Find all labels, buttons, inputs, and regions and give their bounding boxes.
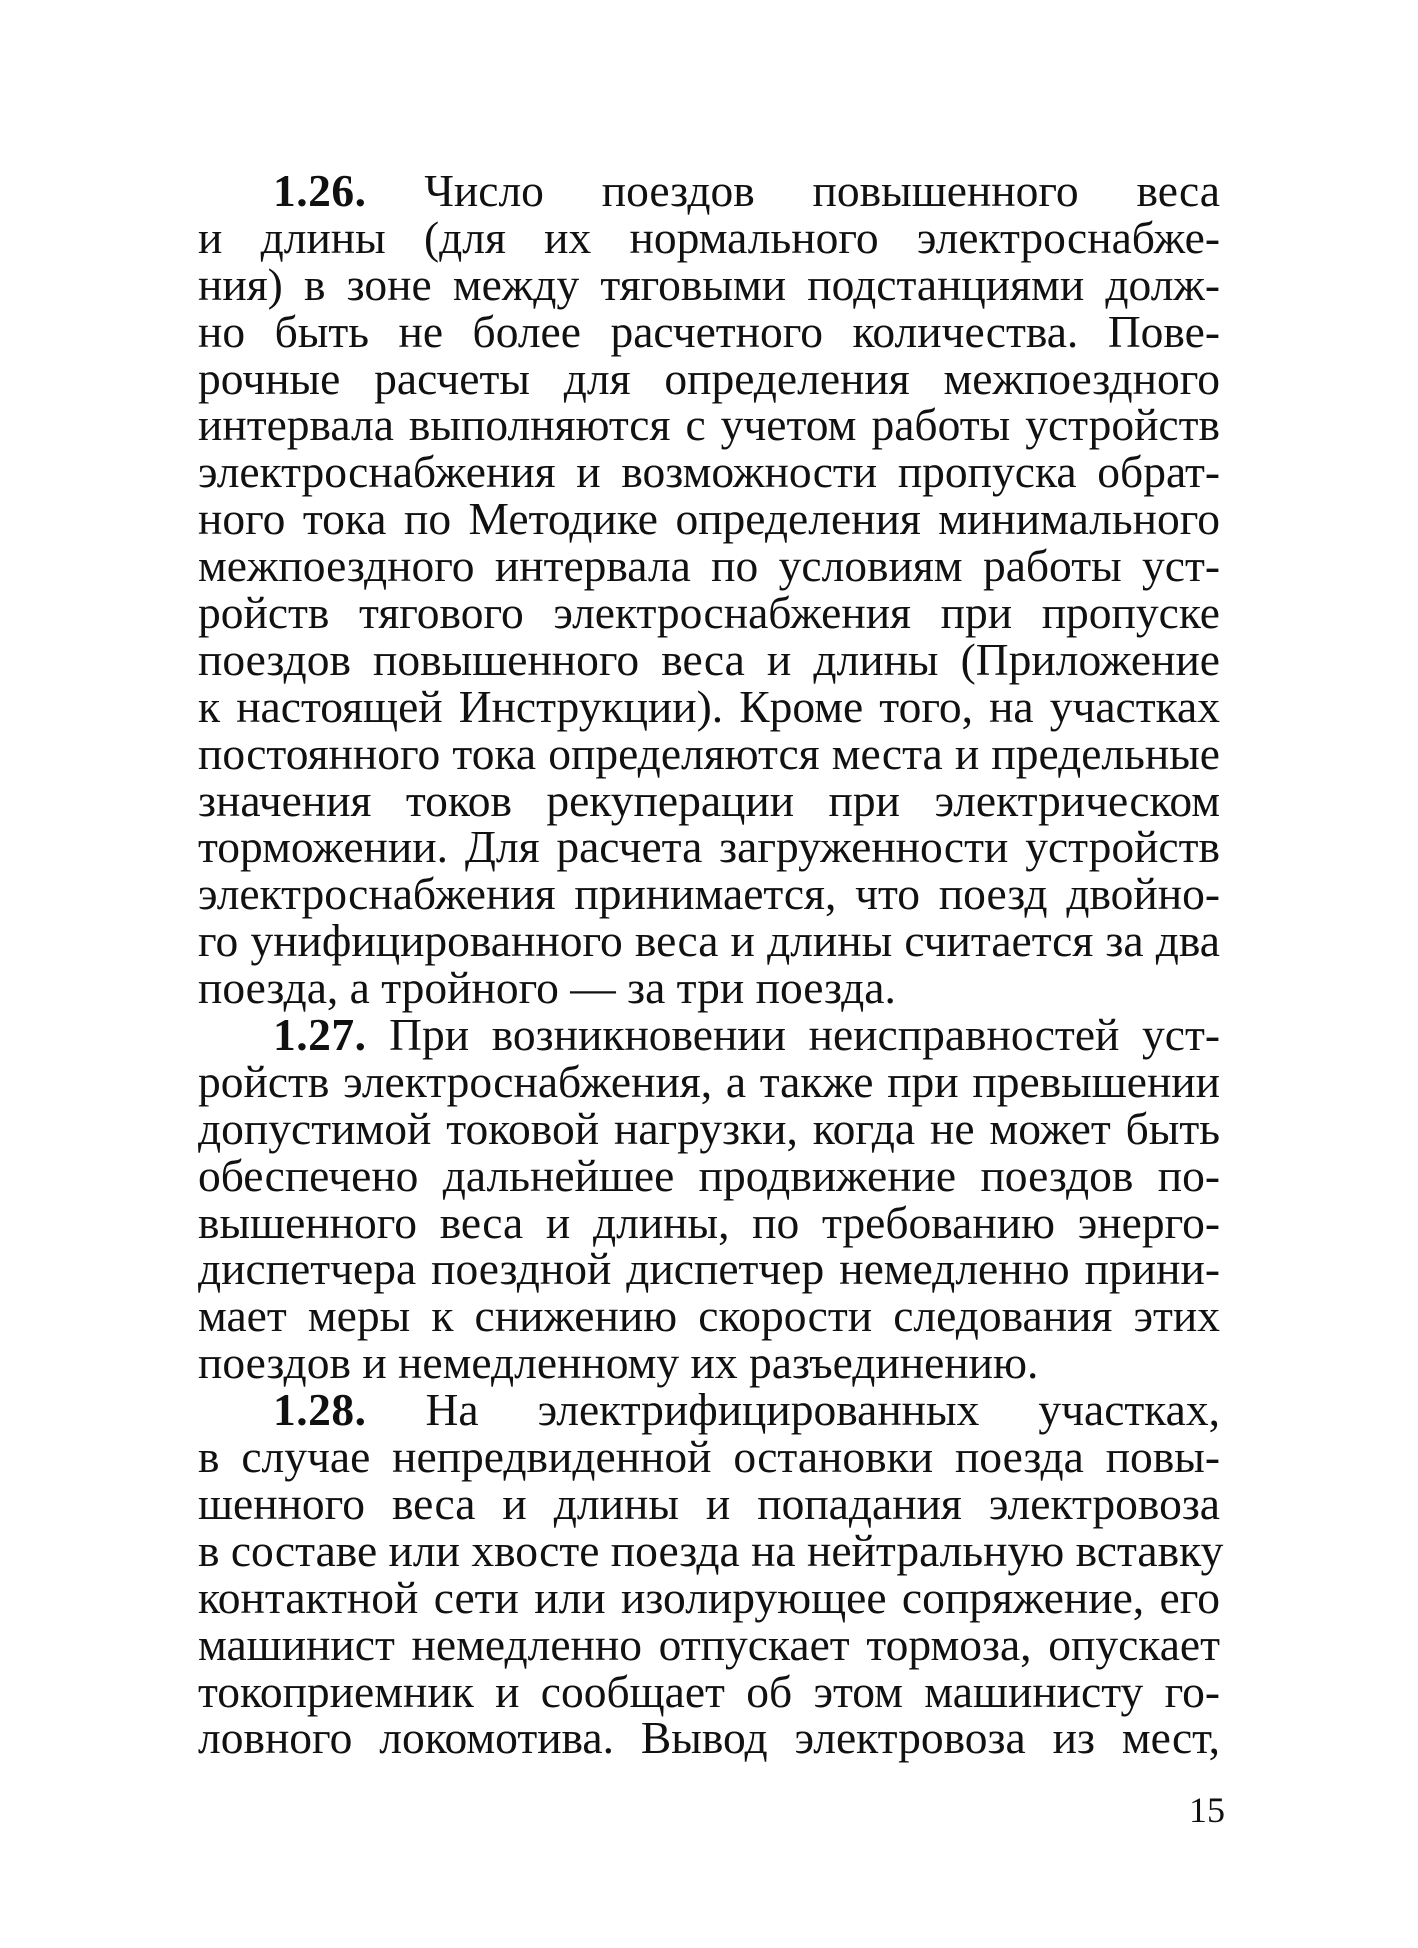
text-line: электроснабжения принимается, что поезд двойно-: [198, 868, 1220, 920]
text-line: ния) в зоне между тяговыми подстанциями долж-: [198, 258, 1220, 310]
page-number: 15: [1189, 1790, 1225, 1830]
text-line: и длины (для их нормального электроснабже-: [198, 211, 1220, 263]
text-line: к настоящей Инструкции). Кроме того, на участках: [198, 680, 1220, 732]
paragraph-number-1-28: 1.28.: [273, 1384, 367, 1436]
text-line: токоприемник и сообщает об этом машинисту го-: [198, 1665, 1220, 1717]
text-line: шенного веса и длины и попадания электровоза: [198, 1477, 1220, 1529]
text-line: торможении. Для расчета загруженности устройств: [198, 821, 1220, 873]
text-line: но быть не более расчетного количества. Пове-: [198, 305, 1220, 357]
text-line: ройств тягового электроснабжения при пропуске: [198, 587, 1220, 639]
text-line: обеспечено дальнейшее продвижение поездов по-: [198, 1149, 1220, 1201]
paragraph-1-26-line-1: 1.26. Число поездов повышенного веса: [273, 165, 1220, 216]
text-line: машинист немедленно отпускает тормоза, опускает: [198, 1618, 1220, 1670]
text-line: го унифицированного веса и длины считается за два: [198, 915, 1220, 967]
body-text: [198, 165, 1224, 1764]
text-line: электроснабжения и возможности пропуска обрат-: [198, 446, 1220, 498]
text-line: межпоездного интервала по условиям работы уст-: [198, 540, 1220, 592]
text-line: поездов повышенного веса и длины (Приложение: [198, 633, 1220, 685]
paragraph-number-1-27: 1.27.: [273, 1009, 367, 1061]
paragraph-1-27-line-1: 1.27. При возникновении неисправностей уст-: [273, 1009, 1220, 1061]
text-line: ловного локомотива. Вывод электровоза из мест,: [198, 1712, 1220, 1764]
paragraph-number-1-26: 1.26.: [273, 165, 367, 216]
text-line: допустимой токовой нагрузки, когда не может быть: [198, 1102, 1220, 1154]
text-line: ройств электроснабжения, а также при превышении: [198, 1055, 1220, 1107]
text-line: значения токов рекуперации при электрическом: [198, 774, 1220, 826]
text-line: ного тока по Методике определения минимального: [198, 493, 1220, 545]
text-line: вышенного веса и длины, по требованию энерго-: [198, 1196, 1220, 1248]
text-line: контактной сети или изолирующее сопряжение, его: [198, 1571, 1220, 1623]
text-line: диспетчера поездной диспетчер немедленно прини-: [198, 1243, 1220, 1295]
text-line: мает меры к снижению скорости следования этих: [198, 1290, 1220, 1342]
text-line: поезда, а тройного — за три поезда.: [198, 962, 896, 1014]
text-line: интервала выполняются с учетом работы устройств: [198, 399, 1220, 451]
text-line: в случае непредвиденной остановки поезда повы-: [198, 1431, 1220, 1483]
text-line: постоянного тока определяются места и предельные: [198, 727, 1220, 779]
text-line: поездов и немедленному их разъединению.: [198, 1337, 1039, 1389]
paragraph-1-28-line-1: 1.28. На электрифицированных участках,: [273, 1384, 1221, 1436]
text-line: рочные расчеты для определения межпоездного: [198, 352, 1220, 404]
text-line: в составе или хвосте поезда на нейтральную вставку: [198, 1524, 1224, 1576]
